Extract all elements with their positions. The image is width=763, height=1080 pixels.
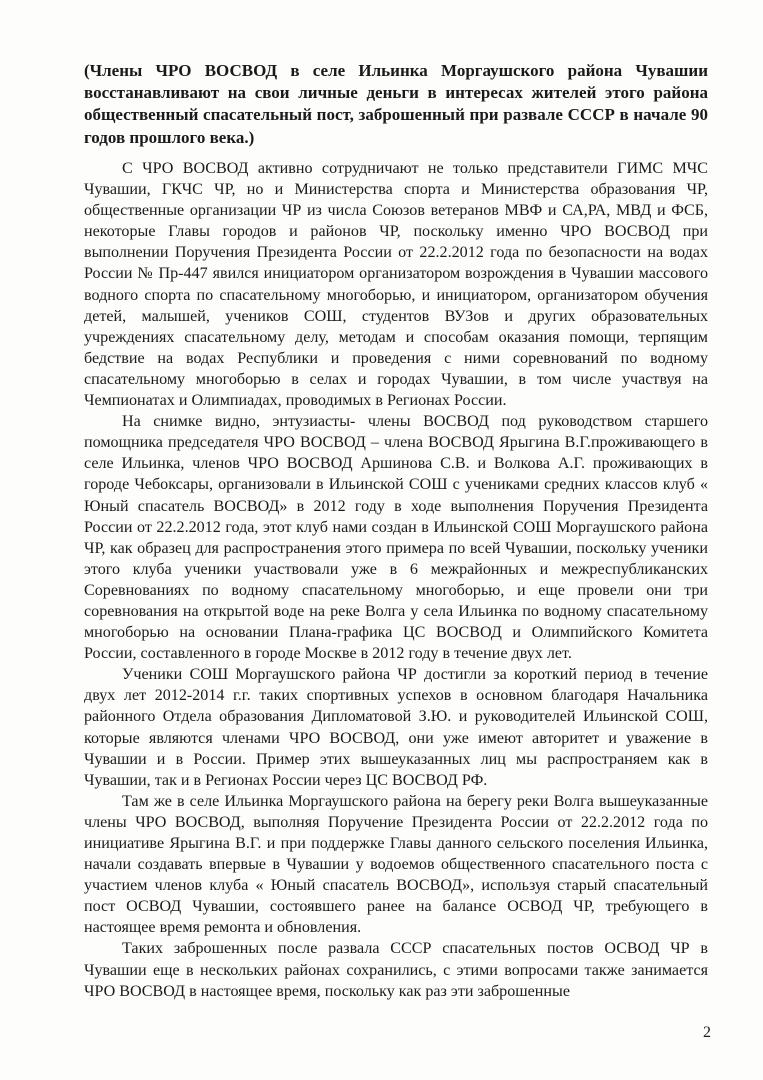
body-text [84, 158, 708, 1002]
paragraph: Ученики СОШ Моргаушского района ЧР достигли за короткий период в течение двух лет 2012-2014 г.г. таких спортивных успехов в основном благодаря Начальника районного Отдела образования Дипломатовой З.Ю. и руководителей Ильинской СОШ, которые являются членами ЧРО ВОСВОД, они уже имеют авторитет и уважение в Чувашии и в России. Пример этих вышеуказанных лиц мы распространяем как в Чувашии, так и в Регионах России через ЦС ВОСВОД РФ. [84, 666, 708, 789]
paragraph: С ЧРО ВОСВОД активно сотрудничают не только представители ГИМС МЧС Чувашии, ГКЧС ЧР, но и Министерства спорта и Министерства образования ЧР, общественные организации ЧР из числа Союзов ветеранов МВФ и СА,РА, МВД и ФСБ, некоторые Главы городов и районов ЧР, поскольку именно ЧРО ВОСВОД при выполнении Поручения Президента России от 22.2.2012 года по безопасности на водах России № Пр-447 явился инициатором организатором возрождения в Чувашии массового водного спорта по спасательному многоборью, и инициатором, организатором обучения детей, малышей, учеников СОШ, студентов ВУЗов и других образовательных учреждениях спасательному делу, методам и способам оказания помощи, терпящим бедствие на водах Республики и проведения с ними соревнований по водному спасательному многоборью в селах и городах Чувашии, в том числе участвуя на Чемпионатах и Олимпиадах, проводимых в Регионах России. [84, 160, 708, 410]
photo-caption: (Члены ЧРО ВОСВОД в селе Ильинка Моргаушского района Чувашии восстанавливают на свои личные деньги в интересах жителей этого района общественный спасательный пост, заброшенный при развале СССР в начале 90 годов прошлого века.) [84, 61, 708, 147]
paragraph: Таких заброшенных после развала СССР спасательных постов ОСВОД ЧР в Чувашии еще в нескольких районах сохранились, с этими вопросами также занимается ЧРО ВОСВОД в настоящее время, поскольку как раз эти заброшенные [84, 940, 708, 1000]
page-number: 2 [703, 1024, 711, 1041]
paragraph: Там же в селе Ильинка Моргаушского района на берегу реки Волга вышеуказанные члены ЧРО ВОСВОД, выполняя Поручение Президента России от 22.2.2012 года по инициативе Ярыгина В.Г. и при поддержке Главы данного сельского поселения Ильинка, начали создавать впервые в Чувашии у водоемов общественного спасательного поста с участием членов клуба « Юный спасатель ВОСВОД», используя старый спасательный пост ОСВОД Чувашии, состоявшего ранее на балансе ОСВОД ЧР, требующего в настоящее время ремонта и обновления. [84, 792, 708, 937]
paragraph: На снимке видно, энтузиасты- члены ВОСВОД под руководством старшего помощника председателя ЧРО ВОСВОД – члена ВОСВОД Ярыгина В.Г.проживающего в селе Ильинка, членов ЧРО ВОСВОД Аршинова С.В. и Волкова А.Г. проживающих в городе Чебоксары, организовали в Ильинской СОШ с учениками средних классов клуб « Юный спасатель ВОСВОД» в 2012 году в ходе выполнения Поручения Президента России от 22.2.2012 года, этот клуб нами создан в Ильинской СОШ Моргаушского района ЧР, как образец для распространения этого примера по всей Чувашии, поскольку ученики этого клуба ученики участвовали уже в 6 межрайонных и межреспубликанских Соревнованиях по водному спасательному многоборью, и еще провели они три соревнования на открытой воде на реке Волга у села Ильинка по водному спасательному многоборью на основании Плана-графика ЦС ВОСВОД и Олимпийского Комитета России, составленного в городе Москве в 2012 году в течение двух лет. [84, 413, 708, 663]
